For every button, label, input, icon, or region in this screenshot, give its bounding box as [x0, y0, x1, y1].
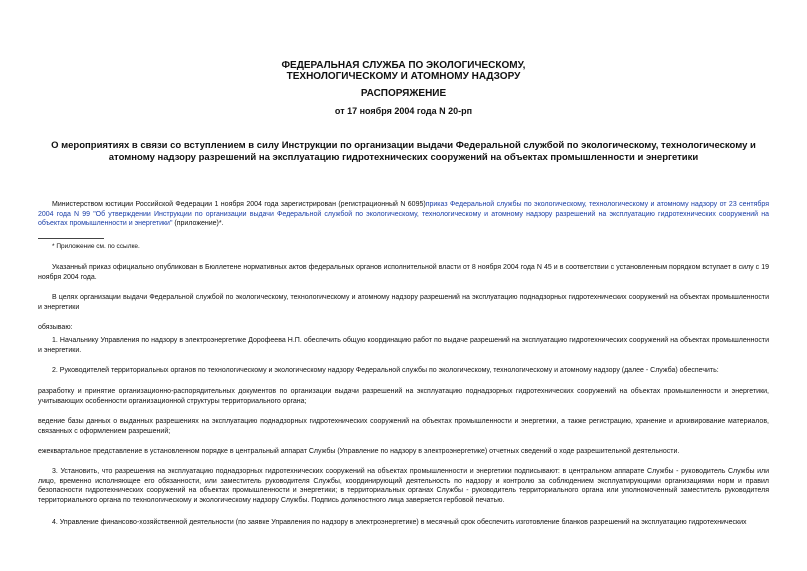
paragraph-publication: Указанный приказ официально опубликован в Бюллетене нормативных актов федеральных органов исполнительной власти от 8 ноября 2004 года N 45 и в соответствии с установленным порядком вступает в силу с 19 ноября 2004 года. — [38, 264, 769, 281]
paragraph-purpose: В целях организации выдачи Федеральной службой по экологическому, технологическому и атомному надзору разрешений на эксплуатацию поднадзорных гидротехнических сооружений на объектах промышленности и энергетики — [38, 294, 769, 311]
preamble-suffix: (приложение)*. — [172, 220, 224, 227]
document-date-number: от 17 ноября 2004 года N 20-рп — [334, 106, 473, 116]
org-line-1: ФЕДЕРАЛЬНАЯ СЛУЖБА ПО ЭКОЛОГИЧЕСКОМУ, — [281, 60, 526, 71]
clause-2: 2. Руководителей территориальных органов по технологическому и экологическому надзору Федеральной службы по экологическому, технологическому и атомному надзору (далее - Служба) обеспечить: — [52, 367, 719, 374]
clause-2-item-3: ежеквартальное представление в установленном порядке в центральный аппарат Службы (Управление по надзору в электроэнергетике) отчетных сведений о ходе разрешительной деятельности. — [38, 448, 680, 455]
preamble-text: Министерством юстиции Российской Федерации 1 ноября 2004 года зарегистрирован (регистрационный N 6095) — [52, 201, 426, 208]
document-type: РАСПОРЯЖЕНИЕ — [360, 88, 447, 99]
order-link[interactable]: приказ Федеральной службы по экологическому, технологическому и атомному надзору от 23 сентября 2004 года N 99 "Об утверждении Инструкции по организации выдачи Федеральной службой по экологическому, технологическому и атомному надзору разрешений на эксплуатацию гидротехнических сооружений на объектах промышленности и энергетики" — [38, 201, 769, 227]
paragraph-preamble — [38, 200, 769, 229]
clause-4: 4. Управление финансово-хозяйственной деятельности (по заявке Управления по надзору в электроэнергетике) в месячный срок обеспечить изготовление бланков разрешений на эксплуатацию гидротехнических — [52, 519, 747, 526]
clause-1: 1. Начальнику Управления по надзору в электроэнергетике Дорофеева Н.П. обеспечить общую координацию работ по выдаче разрешений на эксплуатацию гидротехнических сооружений на объектах промышленности и энергетики. — [38, 337, 769, 354]
clause-2-item-2: ведение базы данных о выданных разрешениях на эксплуатацию поднадзорных гидротехнических сооружений на объектах промышленности и энергетики, а также регистрацию, хранение и архивирование материалов, связанных с оформлением разрешений; — [38, 418, 769, 435]
document-title: О мероприятиях в связи со вступлением в силу Инструкции по организации выдачи Федеральной службой по экологическому, технологическому и атомному надзору разрешений на эксплуатацию гидротехнических сооружений на объектах промышленности и энергетики — [51, 140, 756, 163]
clause-2-item-1: разработку и принятие организационно-распорядительных документов по организации выдачи разрешений на эксплуатацию поднадзорных гидротехнических сооружений на объектах промышленности и энергетики, учитывающих особенности организационной структуры территориального органа; — [38, 388, 769, 405]
issuing-organization — [0, 60, 807, 82]
footnote: * Приложение см. по ссылке. — [52, 243, 140, 250]
paragraph-obligation: обязываю: — [38, 324, 73, 331]
org-line-2: ТЕХНОЛОГИЧЕСКОМУ И АТОМНОМУ НАДЗОРУ — [286, 71, 521, 82]
footnote-divider — [38, 238, 104, 239]
clause-3: 3. Установить, что разрешения на эксплуатацию поднадзорных гидротехнических сооружений на объектах промышленности и энергетики подписывают: в центральном аппарате Службы - руководитель Службы или лицо, временно исполняющее его обязанности, или заместитель руководителя Службы, координирующий деятельность по надзору и контролю за соблюдением эксплуатирующими организациями норм и правил безопасности гидротехнических сооружений на объектах промышленности и энергетики; в территориальных органах Службы - руководитель территориального органа или уполномоченный заместитель руководителя территориального органа по технологическому и экологическому надзору Службы. Подпись должностного лица заверяется гербовой печатью. — [38, 468, 769, 504]
